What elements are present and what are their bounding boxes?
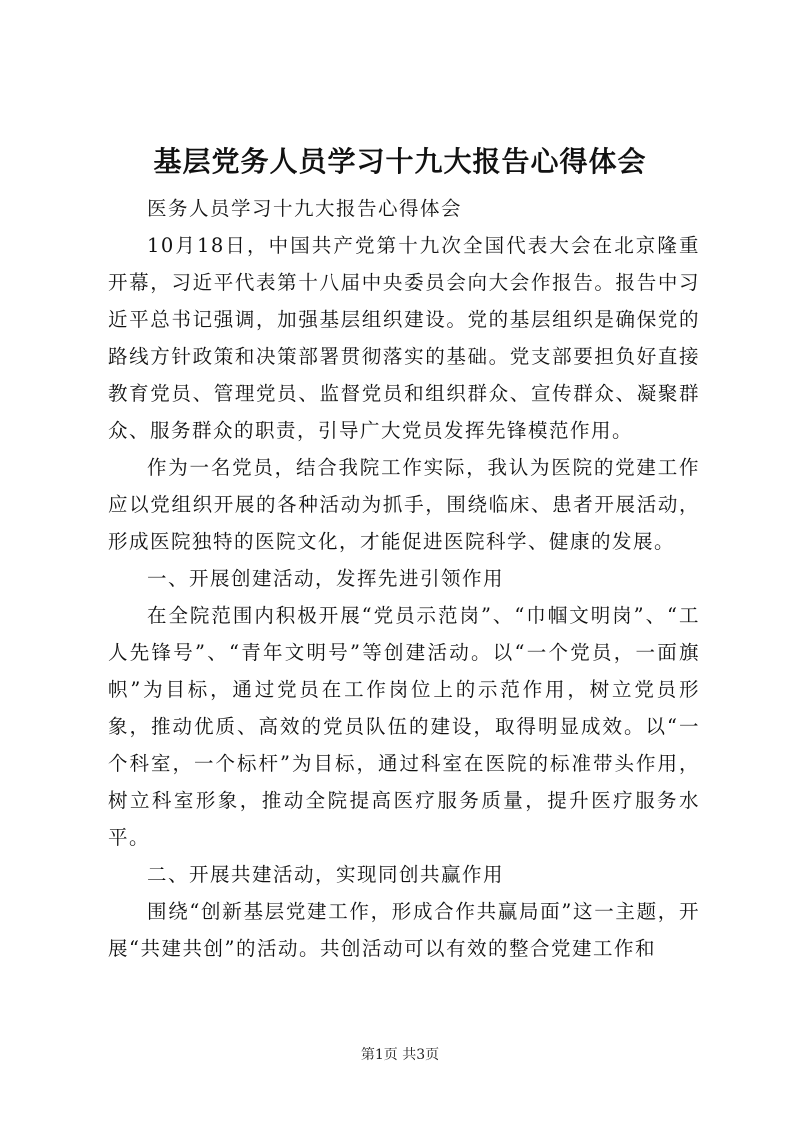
section-heading: 一、开展创建活动，发挥先进引领作用	[147, 567, 505, 590]
body-paragraph: 10月18日，中国共产党第十九次全国代表大会在北京隆重开幕，习近平代表第十八届中央委员会向大会作报告。报告中习近平总书记强调，加强基层组织建设。党的基层组织是确保党的路线方针政策和决策部署贯彻落实的基础。党支部要担负好直接教育党员、管理党员、监督党员和组织群众、宣传群众、凝聚群众、服务群众的职责，引导广大党员发挥先锋模范作用。	[108, 234, 700, 442]
section-heading: 二、开展共建活动，实现同创共赢作用	[147, 863, 505, 886]
body-paragraph: 在全院范围内积极开展“党员示范岗”、“巾帼文明岗”、“工人先锋号”、“青年文明号”等创建活动。以“一个党员，一面旗帜”为目标，通过党员在工作岗位上的示范作用，树立党员形象，推动优质、高效的党员队伍的建设，取得明显成效。以“一个科室，一个标杆”为目标，通过科室在医院的标准带头作用，树立科室形象，推动全院提高医疗服务质量，提升医疗服务水平。	[108, 604, 700, 849]
subtitle-paragraph: 医务人员学习十九大报告心得体会	[147, 197, 463, 220]
body-paragraph: 围绕“创新基层党建工作，形成合作共赢局面”这一主题，开展“共建共创”的活动。共创活动可以有效的整合党建工作和	[108, 900, 700, 960]
document-body	[108, 190, 700, 967]
page-number: 第1页 共3页	[360, 1047, 440, 1063]
body-paragraph: 作为一名党员，结合我院工作实际，我认为医院的党建工作应以党组织开展的各种活动为抓手，围绕临床、患者开展活动，形成医院独特的医院文化，才能促进医院科学、健康的发展。	[108, 456, 700, 553]
document-title: 基层党务人员学习十九大报告心得体会	[153, 145, 647, 178]
